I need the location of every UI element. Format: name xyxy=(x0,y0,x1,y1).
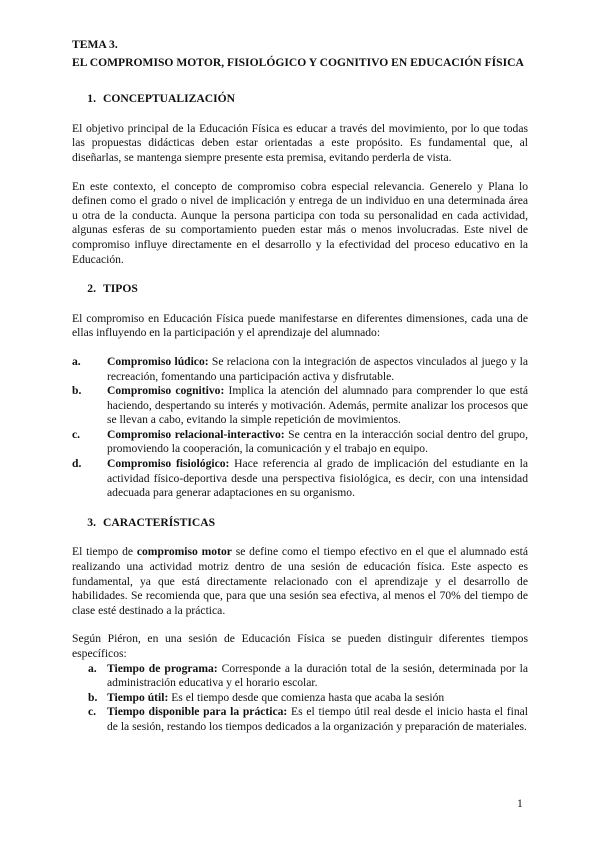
list-item xyxy=(72,428,528,457)
list-item xyxy=(72,691,528,706)
list-marker: b. xyxy=(88,690,98,704)
list-text: Es el tiempo útil real desde el inicio hasta el final de la sesión, restando los tiempos dedicados a la organización y preparación de materiales. xyxy=(107,705,528,733)
section-1-paragraph-1: El objetivo principal de la Educación Física es educar a través del movimiento, por lo que todas las propuestas didácticas deben estar orientadas a este propósito. Es fundamental que, al diseñarlas, se mantenga siempre presente esta premisa, evitando perderla de vista. xyxy=(72,121,528,164)
list-item xyxy=(72,457,528,501)
section-3-heading xyxy=(72,516,528,531)
section-1-heading xyxy=(72,92,528,107)
section-1-paragraph-2: En este contexto, el concepto de compromiso cobra especial relevancia. Generelo y Plana lo definen como el grado o nivel de implicación y entrega de un individuo en una determinada área u otra de la conducta. Aunque la persona participa con toda su personalidad en cada actividad, algunas esferas de su comportamiento pueden estar más o menos involucradas. Este nivel de compromiso influye directamente en el desarrollo y la efectividad del proceso educativo en la Educación. xyxy=(72,179,528,266)
list-text: Se relaciona con la integración de aspectos vinculados al juego y la recreación, fomentando una participación activa y disfrutable. xyxy=(107,354,528,383)
section-3-title: CARACTERÍSTICAS xyxy=(103,515,216,529)
list-marker: d. xyxy=(72,457,82,471)
list-text: Hace referencia al grado de implicación del estudiante en la actividad físico-deportiva desde una perspectiva fisiológica, es decir, con una intensidad adecuada para generar adaptaciones en su organismo. xyxy=(107,457,528,500)
section-2-intro: El compromiso en Educación Física puede manifestarse en diferentes dimensiones, cada una de ellas influyendo en la participación y el aprendizaje del alumnado: xyxy=(72,311,528,340)
list-text: Implica la atención del alumnado para comprender lo que está haciendo, despertando su interés y motivación. Además, permite analizar los procesos que se llevan a cabo, evitando la simple repetición de movimientos. xyxy=(107,384,528,427)
list-term: Compromiso lúdico: xyxy=(107,354,209,368)
list-term: Tiempo útil: xyxy=(107,690,169,704)
list-text: Corresponde a la duración total de la sesión, determinada por la administración educativa y el horario escolar. xyxy=(107,661,529,690)
section-1-number: 1. xyxy=(87,92,96,106)
list-item xyxy=(72,355,528,384)
list-marker: c. xyxy=(88,705,97,719)
section-3-number: 3. xyxy=(87,515,96,529)
section-3-paragraph-2: Según Piéron, en una sesión de Educación Física se pueden distinguir diferentes tiempos específicos: xyxy=(72,632,528,660)
document-title: EL COMPROMISO MOTOR, FISIOLÓGICO Y COGNITIVO EN EDUCACIÓN FÍSICA xyxy=(72,55,524,69)
list-text: Es el tiempo desde que comienza hasta que acaba la sesión xyxy=(168,690,445,704)
list-term: Tiempo de programa: xyxy=(107,661,218,675)
section-3-paragraph-1: El tiempo de compromiso motor se define como el tiempo efectivo en el que el alumnado está realizando una actividad motriz dentro de una sesión de educación física. Este aspecto es fundamental, ya que está directamente relacionado con el aprendizaje y el desarrollo de habilidades. Se recomienda que, para que una sesión sea efectiva, al menos el 70% del tiempo de clase esté destinado a la práctica. xyxy=(72,545,528,617)
section-2-number: 2. xyxy=(87,282,96,296)
list-term: Compromiso cognitivo: xyxy=(107,384,225,398)
section-2-heading xyxy=(72,282,528,297)
tiempos-list xyxy=(72,662,528,735)
list-marker: a. xyxy=(72,354,81,368)
list-marker: c. xyxy=(72,427,81,441)
compromiso-types-list xyxy=(72,355,528,501)
page-number: 1 xyxy=(517,797,523,810)
list-item xyxy=(72,705,528,734)
document-page xyxy=(72,38,528,735)
tema-label: TEMA 3. xyxy=(72,38,118,51)
section-1-title: CONCEPTUALIZACIÓN xyxy=(103,92,236,106)
list-item xyxy=(72,662,528,691)
list-term: Compromiso fisiológico: xyxy=(107,457,230,471)
list-marker: a. xyxy=(88,661,97,675)
list-term: Compromiso relacional-interactivo: xyxy=(107,427,285,441)
section-2-title: TIPOS xyxy=(103,282,138,296)
list-text: Se centra en la interacción social dentro del grupo, promoviendo la cooperación, la comunicación y el trabajo en equipo. xyxy=(107,427,528,456)
list-marker: b. xyxy=(72,384,82,398)
compromiso-motor-term: compromiso motor xyxy=(136,545,232,559)
list-term: Tiempo disponible para la práctica: xyxy=(107,705,288,719)
list-item xyxy=(72,384,528,428)
